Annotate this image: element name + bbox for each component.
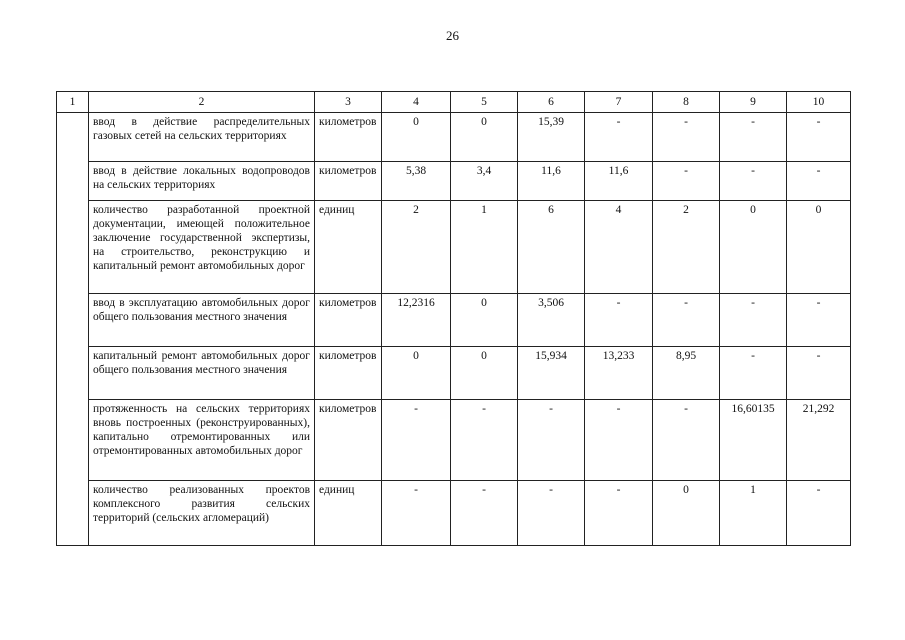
value-cell: - bbox=[720, 113, 787, 162]
column-header: 8 bbox=[653, 92, 720, 113]
unit-cell: километров bbox=[315, 294, 382, 347]
table-row bbox=[57, 481, 851, 546]
column-header: 3 bbox=[315, 92, 382, 113]
column-header: 4 bbox=[382, 92, 451, 113]
value-cell: 5,38 bbox=[382, 162, 451, 201]
value-cell: 16,60135 bbox=[720, 400, 787, 481]
column-header: 2 bbox=[89, 92, 315, 113]
value-cell: 0 bbox=[382, 113, 451, 162]
value-cell: - bbox=[585, 481, 653, 546]
value-cell: 8,95 bbox=[653, 347, 720, 400]
value-cell: 1 bbox=[451, 201, 518, 294]
unit-cell: километров bbox=[315, 113, 382, 162]
value-cell: 3,506 bbox=[518, 294, 585, 347]
unit-cell: километров bbox=[315, 347, 382, 400]
value-cell: - bbox=[451, 400, 518, 481]
unit-cell: километров bbox=[315, 400, 382, 481]
value-cell: 21,292 bbox=[787, 400, 851, 481]
value-cell: 3,4 bbox=[451, 162, 518, 201]
value-cell: - bbox=[585, 400, 653, 481]
value-cell: - bbox=[518, 400, 585, 481]
table-row bbox=[57, 347, 851, 400]
indicator-cell: количество разработанной проектной документации, имеющей положительное заключение государственной экспертизы, на строительство, реконструкцию и капитальный ремонт автомобильных дорог bbox=[89, 201, 315, 294]
value-cell: 0 bbox=[653, 481, 720, 546]
table-row bbox=[57, 162, 851, 201]
row-number-cell bbox=[57, 113, 89, 546]
value-cell: - bbox=[787, 113, 851, 162]
value-cell: - bbox=[653, 400, 720, 481]
value-cell: 0 bbox=[787, 201, 851, 294]
value-cell: - bbox=[382, 400, 451, 481]
table-row bbox=[57, 113, 851, 162]
page-number: 26 bbox=[446, 28, 459, 43]
value-cell: - bbox=[653, 113, 720, 162]
value-cell: 0 bbox=[382, 347, 451, 400]
value-cell: 0 bbox=[451, 294, 518, 347]
value-cell: - bbox=[720, 294, 787, 347]
value-cell: 1 bbox=[720, 481, 787, 546]
column-header: 1 bbox=[57, 92, 89, 113]
value-cell: - bbox=[653, 294, 720, 347]
table-row bbox=[57, 201, 851, 294]
table-row bbox=[57, 294, 851, 347]
column-header: 6 bbox=[518, 92, 585, 113]
value-cell: - bbox=[787, 294, 851, 347]
value-cell: 12,2316 bbox=[382, 294, 451, 347]
value-cell: - bbox=[720, 347, 787, 400]
unit-cell: единиц bbox=[315, 201, 382, 294]
column-header: 10 bbox=[787, 92, 851, 113]
value-cell: 2 bbox=[653, 201, 720, 294]
indicators-table bbox=[56, 91, 851, 546]
value-cell: - bbox=[585, 113, 653, 162]
value-cell: 15,934 bbox=[518, 347, 585, 400]
value-cell: 0 bbox=[720, 201, 787, 294]
unit-cell: километров bbox=[315, 162, 382, 201]
value-cell: - bbox=[451, 481, 518, 546]
value-cell: - bbox=[585, 294, 653, 347]
indicator-cell: количество реализованных проектов комплексного развития сельских территорий (сельских агломераций) bbox=[89, 481, 315, 546]
table-row bbox=[57, 400, 851, 481]
column-header: 9 bbox=[720, 92, 787, 113]
indicator-cell: протяженность на сельских территориях вновь построенных (реконструированных), капитально отремонтированных или отремонтированных автомобильных дорог bbox=[89, 400, 315, 481]
value-cell: 4 bbox=[585, 201, 653, 294]
value-cell: 0 bbox=[451, 113, 518, 162]
value-cell: 11,6 bbox=[518, 162, 585, 201]
value-cell: - bbox=[787, 481, 851, 546]
indicator-cell: ввод в действие локальных водопроводов на сельских территориях bbox=[89, 162, 315, 201]
value-cell: 11,6 bbox=[585, 162, 653, 201]
column-header: 7 bbox=[585, 92, 653, 113]
indicator-cell: капитальный ремонт автомобильных дорог общего пользования местного значения bbox=[89, 347, 315, 400]
header-row bbox=[57, 92, 851, 113]
value-cell: 2 bbox=[382, 201, 451, 294]
value-cell: - bbox=[518, 481, 585, 546]
column-header: 5 bbox=[451, 92, 518, 113]
value-cell: 0 bbox=[451, 347, 518, 400]
indicator-cell: ввод в эксплуатацию автомобильных дорог общего пользования местного значения bbox=[89, 294, 315, 347]
value-cell: - bbox=[787, 347, 851, 400]
indicator-cell: ввод в действие распределительных газовых сетей на сельских территориях bbox=[89, 113, 315, 162]
value-cell: 6 bbox=[518, 201, 585, 294]
value-cell: - bbox=[720, 162, 787, 201]
unit-cell: единиц bbox=[315, 481, 382, 546]
value-cell: 15,39 bbox=[518, 113, 585, 162]
value-cell: - bbox=[653, 162, 720, 201]
value-cell: 13,233 bbox=[585, 347, 653, 400]
value-cell: - bbox=[787, 162, 851, 201]
value-cell: - bbox=[382, 481, 451, 546]
